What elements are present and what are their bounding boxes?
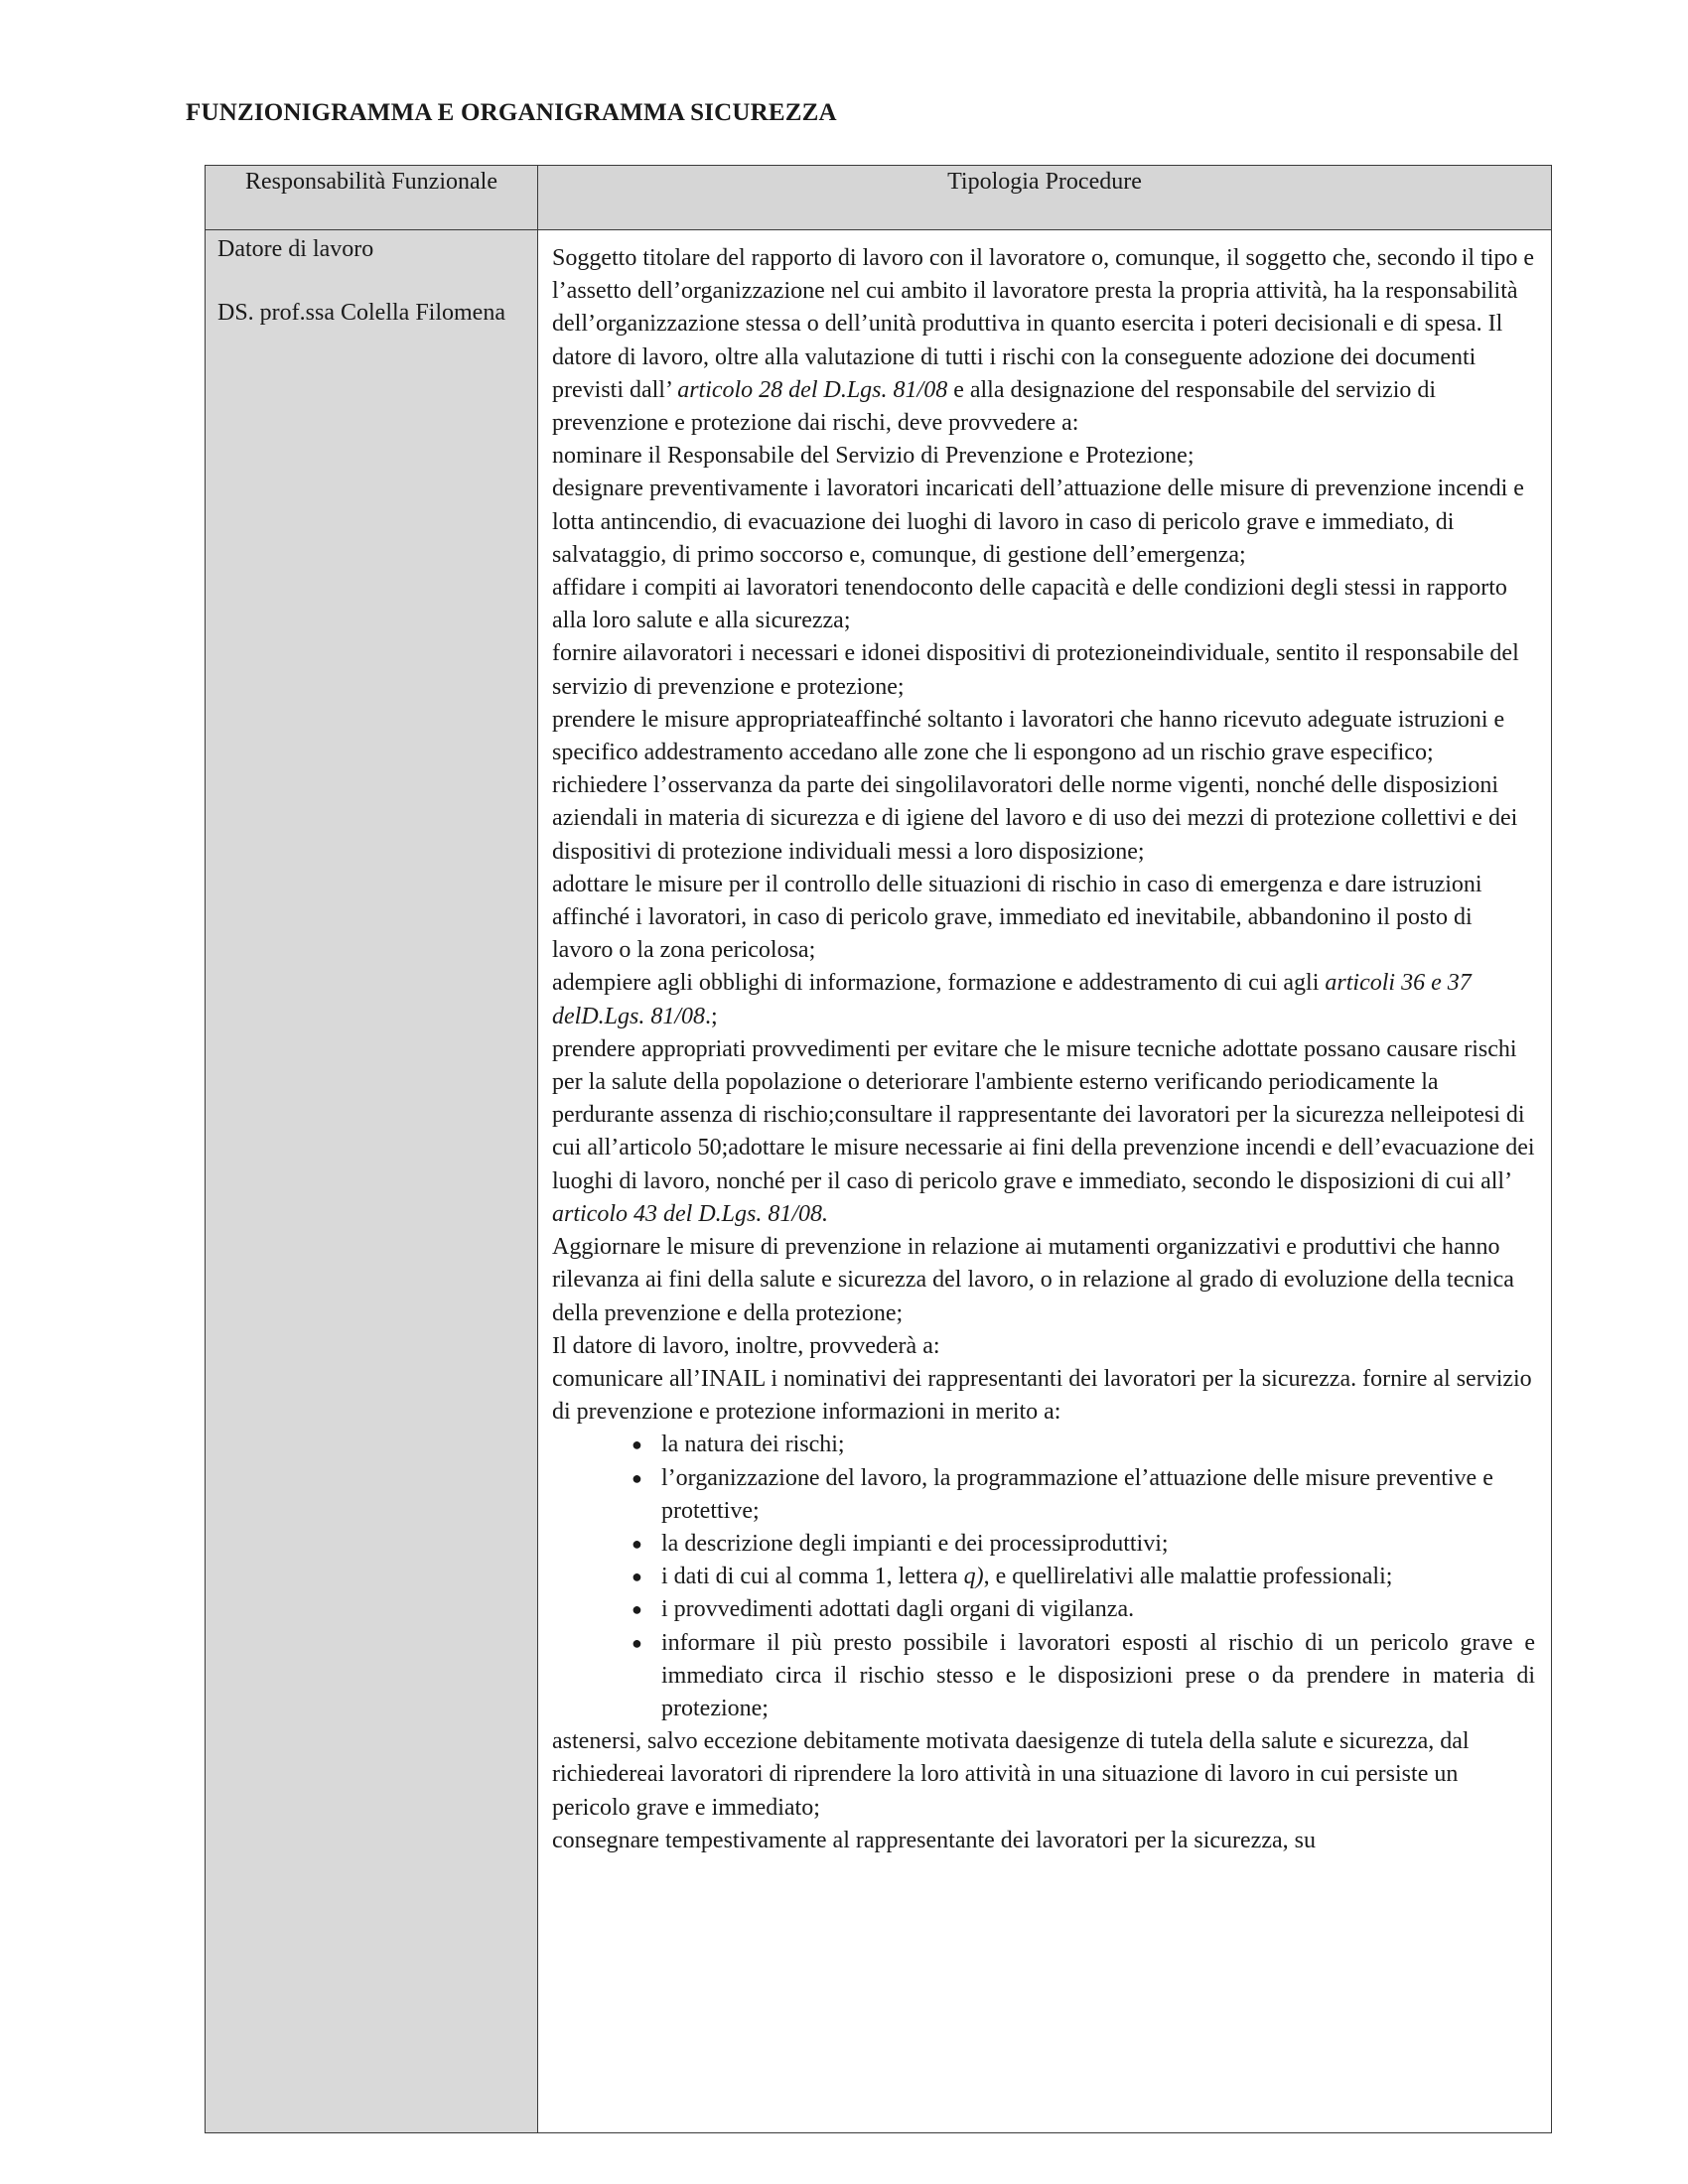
bullet-icon: ●	[632, 1467, 642, 1488]
info-bullet-list	[552, 1429, 1535, 1725]
inail-duty: comunicare all’INAIL i nominativi dei rappresentanti dei lavoratori per la sicurezza. fornire al servizio di prevenzione e protezione informazioni in merito a:	[552, 1365, 1532, 1426]
duty-item: prendere le misure appropriateaffinché soltanto i lavoratori che hanno ricevuto adeguate istruzioni e specifico addestramento accedano alle zone che li espongono ad un rischio grave especifico;	[552, 706, 1505, 766]
info-law-reference: articoli 36 e 37 delD.Lgs. 81/08	[552, 970, 1472, 1029]
table-header-row	[206, 166, 1552, 230]
abstain-duty: astenersi, salvo eccezione debitamente motivata daesigenze di tutela della salute e sicurezza, dal richiedereai lavoratori di riprendere la loro attività in una situazione di lavoro in cui persiste un pericolo grave e immediato;	[552, 1728, 1470, 1821]
procedures-cell	[538, 230, 1552, 2133]
update-duty: Aggiornare le misure di prevenzione in relazione ai mutamenti organizzativi e produttivi che hanno rilevanza ai fini della salute e sicurezza del lavoro, o in relazione al grado di evoluzione della tecnica della prevenzione e della protezione;	[552, 1234, 1514, 1326]
info-duty: adempiere agli obblighi di informazione, formazione e addestramento di cui agli articoli 36 e 37 delD.Lgs. 81/08.;	[552, 970, 1472, 1029]
list-item: ● informare il più presto possibile i lavoratori esposti al rischio di un pericolo grave e immediato circa il rischio stesso e le disposizioni prese o da prendere in materia di protezione;	[632, 1627, 1535, 1726]
intro-law-reference: articolo 28 del D.Lgs. 81/08	[677, 376, 948, 403]
list-item: ● la natura dei rischi;	[632, 1429, 1535, 1461]
role-cell	[206, 230, 538, 2133]
header-tipologia: Tipologia Procedure	[538, 166, 1552, 230]
bullet-icon: ●	[632, 1599, 642, 1620]
bullet-icon: ●	[632, 1632, 642, 1653]
list-item: ● la descrizione degli impianti e dei processiproduttivi;	[632, 1528, 1535, 1561]
role-name: Datore di lavoro	[217, 236, 374, 262]
duty-item: nominare il Responsabile del Servizio di Prevenzione e Protezione;	[552, 443, 1195, 470]
duty-item: richiedere l’osservanza da parte dei singolilavoratori delle norme vigenti, nonché delle disposizioni aziendali in materia di sicurezza e di igiene del lavoro e di uso dei mezzi di protezione collettivi e dei dispositivi di protezione individuali messi a loro disposizione;	[552, 772, 1518, 865]
list-item: ● i provvedimenti adottati dagli organi di vigilanza.	[632, 1593, 1535, 1626]
deliver-duty: consegnare tempestivamente al rappresentante dei lavoratori per la sicurezza, su	[552, 1827, 1316, 1853]
duty-item: designare preventivamente i lavoratori incaricati dell’attuazione delle misure di prevenzione incendi e lotta antincendio, di evacuazione dei luoghi di lavoro in caso di pericolo grave e immediato, di salvataggio, di primo soccorso e, comunque, di gestione dell’emergenza;	[552, 476, 1524, 568]
list-item: ● i dati di cui al comma 1, lettera q), e quellirelativi alle malattie professionali;	[632, 1561, 1535, 1593]
intro-paragraph: Soggetto titolare del rapporto di lavoro con il lavoratore o, comunque, il soggetto che, secondo il tipo e l’assetto dell’organizzazione nel cui ambito il lavoratore presta la propria attività, ha la responsabilità dell’organizzazione stessa o dell’unità produttiva in quanto esercita i poteri decisionali e di spesa. Il datore di lavoro, oltre alla valutazione di tutti i rischi con la conseguente adozione dei documenti previsti dall’ articolo 28 del D.Lgs. 81/08 e alla designazione del responsabile del servizio di prevenzione e protezione dai rischi, deve provvedere a:	[552, 245, 1535, 437]
table-row	[206, 230, 1552, 2133]
person-name: DS. prof.ssa Colella Filomena	[217, 300, 505, 326]
responsibility-table	[205, 165, 1552, 2133]
header-responsabilita: Responsabilità Funzionale	[206, 166, 538, 230]
duty-item: affidare i compiti ai lavoratori tenendoconto delle capacità e delle condizioni degli stessi in rapporto alla loro salute e alla sicurezza;	[552, 575, 1507, 634]
bullet-icon: ●	[632, 1567, 642, 1587]
list-item: ● l’organizzazione del lavoro, la programmazione el’attuazione delle misure preventive e protettive;	[632, 1462, 1535, 1528]
further-intro: Il datore di lavoro, inoltre, provvederà a:	[552, 1332, 940, 1359]
bullet-icon: ●	[632, 1434, 642, 1455]
duty-item: adottare le misure per il controllo delle situazioni di rischio in caso di emergenza e dare istruzioni affinché i lavoratori, in caso di pericolo grave, immediato ed inevitabile, abbandonino il posto di lavoro o la zona pericolosa;	[552, 871, 1482, 964]
bullet-icon: ●	[632, 1533, 642, 1554]
measures-law-reference: articolo 43 del D.Lgs. 81/08.	[552, 1200, 829, 1227]
duty-item: fornire ailavoratori i necessari e idonei dispositivi di protezioneindividuale, sentito il responsabile del servizio di prevenzione e protezione;	[552, 640, 1519, 700]
page-title: FUNZIONIGRAMMA E ORGANIGRAMMA SICUREZZA	[186, 99, 837, 126]
measures-paragraph: prendere appropriati provvedimenti per evitare che le misure tecniche adottate possano causare rischi per la salute della popolazione o deteriorare l'ambiente esterno verificando periodicamente la perdurante assenza di rischio;consultare il rappresentante dei lavoratori per la sicurezza nelleipotesi di cui all’articolo 50;adottare le misure necessarie ai fini della prevenzione incendi e dell’evacuazione dei luoghi di lavoro, nonché per il caso di pericolo grave e immediato, secondo le disposizioni di cui all’ articolo 43 del D.Lgs. 81/08.	[552, 1035, 1535, 1227]
